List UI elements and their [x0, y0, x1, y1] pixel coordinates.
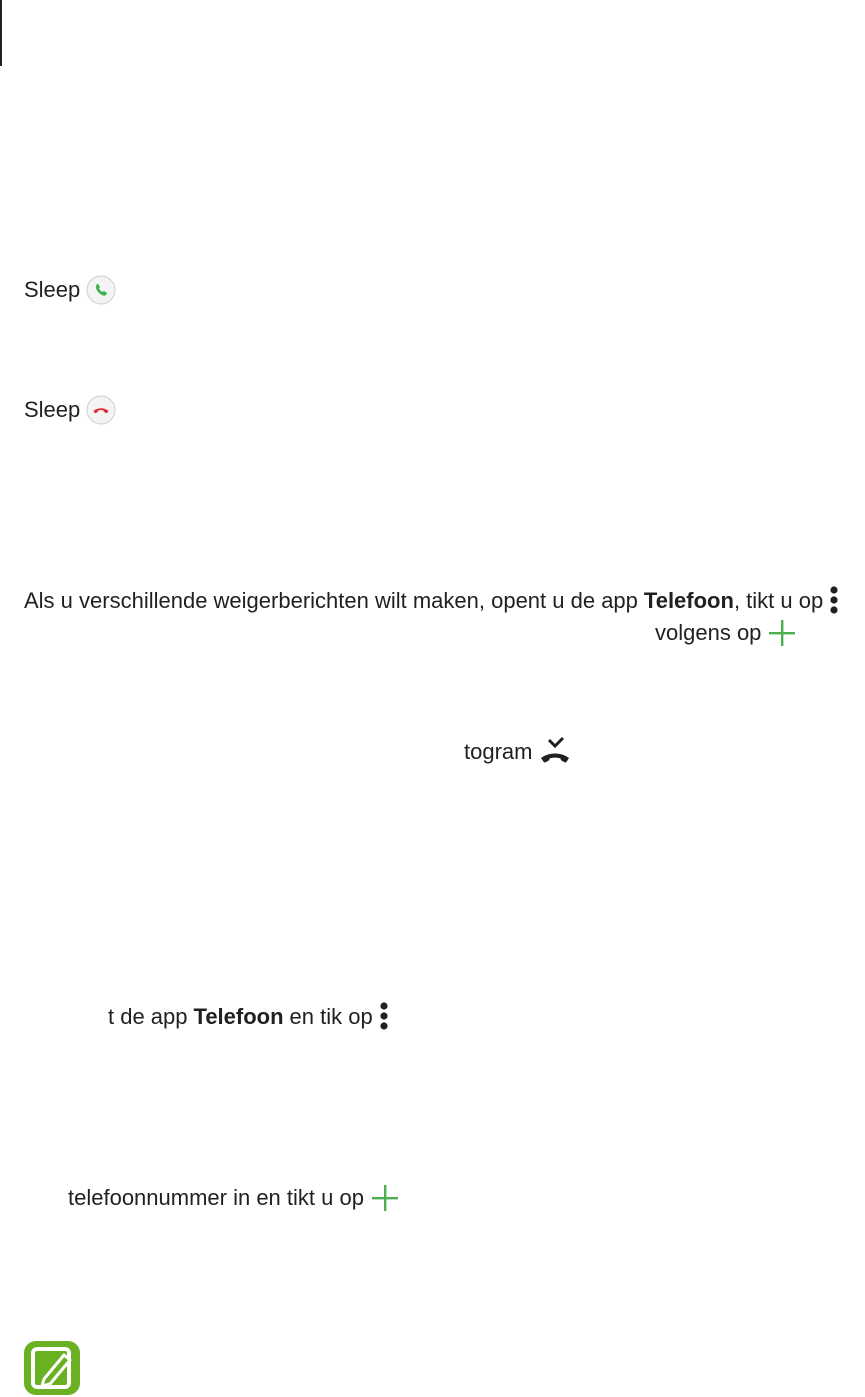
- reject-messages-text: Als u verschillende weigerberichten wilt maken, opent u de app: [24, 588, 638, 613]
- app-name-telefoon: Telefoon: [643, 588, 734, 613]
- accept-call-line: [24, 275, 116, 305]
- enter-number-text: telefoonnummer in en tikt u op: [68, 1185, 364, 1210]
- open-app-before: t de app: [108, 1004, 188, 1029]
- plus-icon: [767, 618, 797, 648]
- followup-line: [655, 618, 797, 648]
- enter-number-line: [68, 1183, 400, 1213]
- followup-text: volgens op: [655, 620, 762, 645]
- reject-messages-line: [24, 584, 839, 618]
- plus-icon: [370, 1183, 400, 1213]
- accept-prefix: Sleep: [24, 277, 81, 302]
- togram-line: [464, 736, 572, 768]
- phone-reject-icon: [86, 395, 116, 425]
- reject-messages-tail: , tikt u op: [733, 588, 824, 613]
- reject-prefix: Sleep: [24, 397, 81, 422]
- page-edge-line: [0, 0, 2, 66]
- more-options-icon: [829, 584, 839, 618]
- reject-call-line: [24, 395, 116, 425]
- open-app-line: [108, 1000, 389, 1034]
- phone-accept-icon: [86, 275, 116, 305]
- call-block-icon: [538, 736, 572, 768]
- app-name-telefoon-2: Telefoon: [193, 1004, 284, 1029]
- note-icon: [22, 1339, 82, 1397]
- open-app-after: en tik op: [289, 1004, 373, 1029]
- more-options-icon: [379, 1000, 389, 1034]
- togram-text: togram: [464, 739, 533, 764]
